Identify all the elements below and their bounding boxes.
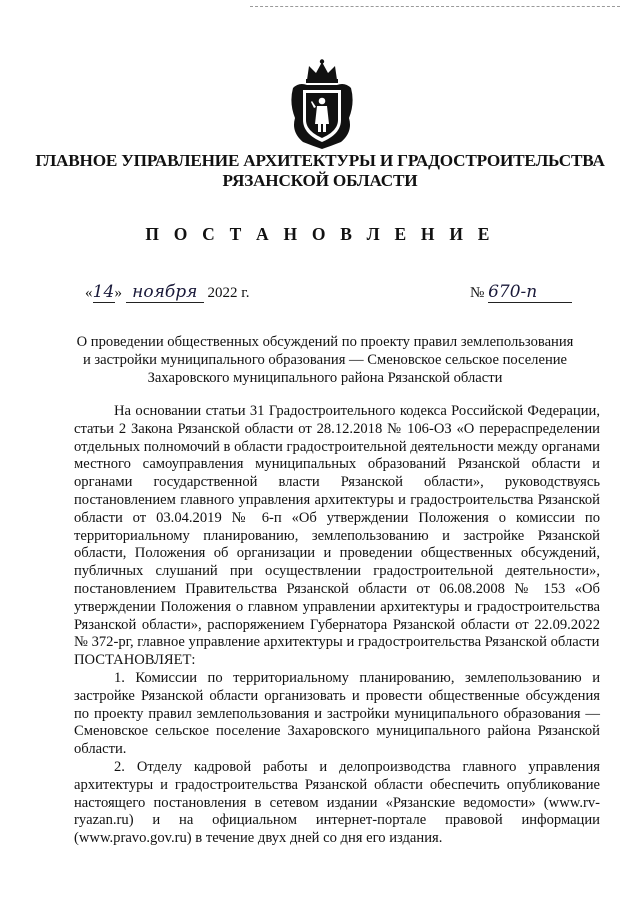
date-year: 2022 г. — [207, 285, 250, 301]
subject-line-3: Захаровского муниципального района Рязанской области — [147, 370, 503, 386]
document-type: П О С Т А Н О В Л Е Н И Е — [145, 224, 495, 244]
org-line-2: РЯЗАНСКОЙ ОБЛАСТИ — [222, 171, 418, 190]
number-sign: № — [470, 285, 485, 301]
resolution-word: ПОСТАНОВЛЯЕТ: — [74, 652, 196, 669]
number-value: 670-п — [488, 282, 572, 303]
date-month: ноября — [126, 282, 204, 303]
date-close-quote: » — [114, 285, 122, 301]
subject-line-2: и застройки муниципального образования — Сменовское сельское поселение — [82, 352, 568, 368]
scan-top-edge — [250, 6, 620, 8]
subject-line-1: О проведении общественных обсуждений по проекту правил землепользования — [76, 334, 574, 350]
document-body — [74, 403, 600, 848]
date-day: 14 — [92, 282, 115, 302]
document-number — [470, 282, 572, 303]
clause-1: 1. Комиссии по территориальному планированию, землепользованию и застройке Рязанской области организовать и провести общественные обсуждения по проекту правил землепользования и застройки муниципального образования — Сменовское сельское поселение Захаровского муниципального района Рязанской области. — [74, 669, 600, 758]
document-date — [85, 282, 249, 303]
issuing-authority — [20, 151, 620, 191]
org-line-1: ГЛАВНОЕ УПРАВЛЕНИЕ АРХИТЕКТУРЫ И ГРАДОСТРОИТЕЛЬСТВА — [35, 151, 605, 170]
date-open-quote: « — [85, 285, 93, 301]
preamble-paragraph: На основании статьи 31 Градостроительного кодекса Российской Федерации, статьи 2 Закона Рязанской области от 28.12.2018 № 106-ОЗ «О перераспределении отдельных полномочий в области градостроительной деятельности между органами местного самоуправления муниципальных образований Рязанской области и органами государственной власти Рязанской области», руководствуясь постановлением главного управления архитектуры и градостроительства Рязанской области от 03.04.2019 № 6-п «Об утверждении Положения о комиссии по территориальному планированию, землепользованию и застройке Рязанской области, Положения об организации и проведении общественных обсуждений, публичных слушаний при осуществлении градостроительной деятельности», постановлением Правительства Рязанской области от 06.08.2008 № 153 «Об утверждении Положения о главном управлении архитектуры и градостроительства Рязанской области», распоряжением Губернатора Рязанской области от 22.09.2022 № 372-рг, главное управление архитектуры и градостроительства Рязанской области — [74, 403, 600, 651]
clause-2: 2. Отделу кадровой работы и делопроизводства главного управления архитектуры и градостроительства Рязанской области обеспечить опубликование настоящего постановления в сетевом издании «Рязанские ведомости» (www.rv-ryazan.ru) и на официальном интернет-портале правовой информации (www.pravo.gov.ru) в течение двух дней со дня его издания. — [74, 758, 600, 847]
document-subject — [40, 333, 610, 387]
ryazan-coat-of-arms-icon — [289, 58, 355, 150]
